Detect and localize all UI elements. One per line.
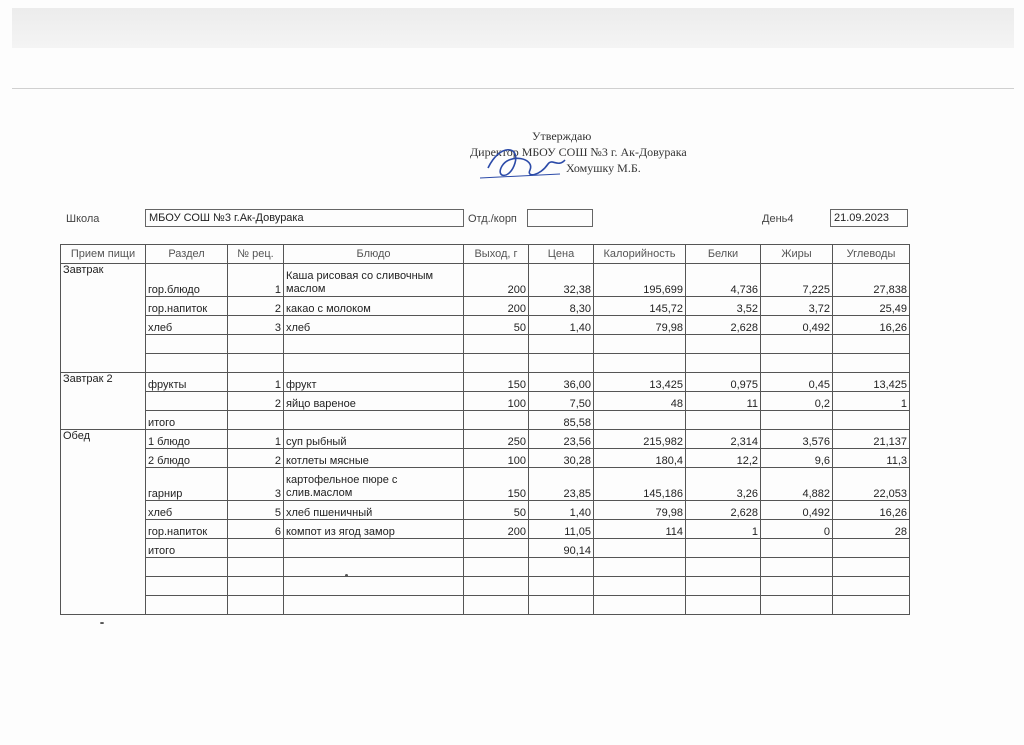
protein-cell: [686, 335, 761, 354]
recipe-cell: [228, 335, 284, 354]
dish-cell: суп рыбный: [284, 430, 464, 449]
output-cell: 200: [464, 520, 529, 539]
section-cell: хлеб: [146, 316, 228, 335]
section-cell: итого: [146, 539, 228, 558]
section-cell: [146, 577, 228, 596]
output-cell: 50: [464, 501, 529, 520]
carbs-cell: [833, 539, 910, 558]
school-field[interactable]: МБОУ СОШ №3 г.Ак-Довурака: [145, 209, 464, 227]
col-calories: Калорийность: [594, 245, 686, 264]
fat-cell: 3,72: [761, 297, 833, 316]
dish-cell: [284, 354, 464, 373]
output-cell: 100: [464, 392, 529, 411]
fat-cell: 4,882: [761, 468, 833, 501]
dish-cell: [284, 411, 464, 430]
col-section: Раздел: [146, 245, 228, 264]
approval-title: Утверждаю: [532, 129, 592, 143]
fat-cell: [761, 335, 833, 354]
table-row: [61, 297, 910, 316]
calories-cell: 145,72: [594, 297, 686, 316]
section-cell: гор.напиток: [146, 297, 228, 316]
col-output: Выход, г: [464, 245, 529, 264]
calories-cell: [594, 539, 686, 558]
output-cell: [464, 539, 529, 558]
price-cell: 11,05: [529, 520, 594, 539]
col-dish: Блюдо: [284, 245, 464, 264]
protein-cell: 12,2: [686, 449, 761, 468]
recipe-cell: 6: [228, 520, 284, 539]
table-row: [61, 468, 910, 501]
fat-cell: 7,225: [761, 264, 833, 297]
scan-speck: [345, 574, 348, 577]
calories-cell: [594, 354, 686, 373]
table-row: [61, 539, 910, 558]
recipe-cell: [228, 411, 284, 430]
price-cell: [529, 596, 594, 615]
meal-cell: Завтрак: [61, 264, 146, 373]
calories-cell: 48: [594, 392, 686, 411]
calories-cell: [594, 596, 686, 615]
col-price: Цена: [529, 245, 594, 264]
carbs-cell: 21,137: [833, 430, 910, 449]
output-cell: [464, 354, 529, 373]
recipe-cell: 3: [228, 316, 284, 335]
output-cell: [464, 558, 529, 577]
date-field[interactable]: 21.09.2023: [830, 209, 908, 227]
price-cell: 7,50: [529, 392, 594, 411]
dish-cell: яйцо вареное: [284, 392, 464, 411]
table-row: [61, 316, 910, 335]
output-cell: [464, 411, 529, 430]
section-cell: хлеб: [146, 501, 228, 520]
protein-cell: [686, 411, 761, 430]
price-cell: 8,30: [529, 297, 594, 316]
calories-cell: 195,699: [594, 264, 686, 297]
fat-cell: [761, 596, 833, 615]
table-row: [61, 520, 910, 539]
price-cell: 30,28: [529, 449, 594, 468]
dish-cell: [284, 539, 464, 558]
approval-position: Директор МБОУ СОШ №3 г. Ак-Довурака: [470, 145, 687, 159]
price-cell: 90,14: [529, 539, 594, 558]
price-cell: 23,85: [529, 468, 594, 501]
protein-cell: [686, 596, 761, 615]
carbs-cell: 16,26: [833, 316, 910, 335]
protein-cell: 0,975: [686, 373, 761, 392]
output-cell: 250: [464, 430, 529, 449]
recipe-cell: 2: [228, 392, 284, 411]
protein-cell: [686, 577, 761, 596]
carbs-cell: 1: [833, 392, 910, 411]
recipe-cell: [228, 354, 284, 373]
section-cell: гарнир: [146, 468, 228, 501]
dish-cell: хлеб пшеничный: [284, 501, 464, 520]
fat-cell: 0,492: [761, 501, 833, 520]
carbs-cell: 13,425: [833, 373, 910, 392]
carbs-cell: 11,3: [833, 449, 910, 468]
dish-cell: котлеты мясные: [284, 449, 464, 468]
table-row: [61, 430, 910, 449]
calories-cell: 79,98: [594, 501, 686, 520]
output-cell: 100: [464, 449, 529, 468]
output-cell: 200: [464, 264, 529, 297]
carbs-cell: [833, 335, 910, 354]
output-cell: 50: [464, 316, 529, 335]
approval-name: Хомушку М.Б.: [566, 161, 641, 175]
fat-cell: [761, 577, 833, 596]
protein-cell: [686, 558, 761, 577]
protein-cell: [686, 354, 761, 373]
carbs-cell: 16,26: [833, 501, 910, 520]
section-cell: 2 блюдо: [146, 449, 228, 468]
table-row: [61, 411, 910, 430]
price-cell: [529, 354, 594, 373]
table-row: [61, 264, 910, 297]
carbs-cell: 28: [833, 520, 910, 539]
carbs-cell: [833, 354, 910, 373]
fat-cell: 3,576: [761, 430, 833, 449]
recipe-cell: 2: [228, 297, 284, 316]
protein-cell: 3,52: [686, 297, 761, 316]
scan-line: [12, 88, 1014, 89]
fat-cell: [761, 354, 833, 373]
output-cell: [464, 577, 529, 596]
calories-cell: [594, 411, 686, 430]
dish-cell: [284, 577, 464, 596]
school-label: Школа: [66, 213, 100, 225]
protein-cell: 4,736: [686, 264, 761, 297]
carbs-cell: 27,838: [833, 264, 910, 297]
day-label: День4: [762, 213, 794, 225]
fat-cell: [761, 411, 833, 430]
price-cell: [529, 558, 594, 577]
dish-cell: картофельное пюре с слив.маслом: [284, 468, 464, 501]
protein-cell: 2,628: [686, 501, 761, 520]
dish-cell: какао с молоком: [284, 297, 464, 316]
fat-cell: 0,492: [761, 316, 833, 335]
price-cell: 1,40: [529, 501, 594, 520]
fat-cell: 9,6: [761, 449, 833, 468]
carbs-cell: [833, 411, 910, 430]
table-row: [61, 392, 910, 411]
calories-cell: 114: [594, 520, 686, 539]
price-cell: 85,58: [529, 411, 594, 430]
scan-speck: [100, 622, 104, 624]
section-cell: фрукты: [146, 373, 228, 392]
recipe-cell: [228, 577, 284, 596]
protein-cell: 2,314: [686, 430, 761, 449]
dish-cell: фрукт: [284, 373, 464, 392]
dish-cell: [284, 335, 464, 354]
dish-cell: компот из ягод замор: [284, 520, 464, 539]
calories-cell: 180,4: [594, 449, 686, 468]
dish-cell: [284, 558, 464, 577]
output-cell: 150: [464, 468, 529, 501]
scan-top-shadow: [12, 8, 1014, 48]
price-cell: 32,38: [529, 264, 594, 297]
output-cell: [464, 596, 529, 615]
dish-cell: [284, 596, 464, 615]
recipe-cell: 3: [228, 468, 284, 501]
protein-cell: 3,26: [686, 468, 761, 501]
section-cell: гор.блюдо: [146, 264, 228, 297]
table-row: [61, 577, 910, 596]
fat-cell: 0,45: [761, 373, 833, 392]
table-row: [61, 354, 910, 373]
dish-cell: Каша рисовая со сливочным маслом: [284, 264, 464, 297]
section-cell: итого: [146, 411, 228, 430]
recipe-cell: 1: [228, 264, 284, 297]
table-row: [61, 373, 910, 392]
col-fat: Жиры: [761, 245, 833, 264]
protein-cell: 1: [686, 520, 761, 539]
calories-cell: 13,425: [594, 373, 686, 392]
meal-cell: Обед: [61, 430, 146, 615]
col-recipe: № рец.: [228, 245, 284, 264]
protein-cell: [686, 539, 761, 558]
calories-cell: 215,982: [594, 430, 686, 449]
output-cell: [464, 335, 529, 354]
table-row: [61, 558, 910, 577]
col-meal: Прием пищи: [61, 245, 146, 264]
dish-cell: хлеб: [284, 316, 464, 335]
recipe-cell: 2: [228, 449, 284, 468]
price-cell: [529, 335, 594, 354]
recipe-cell: 1: [228, 430, 284, 449]
fat-cell: [761, 558, 833, 577]
section-cell: [146, 558, 228, 577]
recipe-cell: [228, 596, 284, 615]
table-row: [61, 501, 910, 520]
fat-cell: 0,2: [761, 392, 833, 411]
col-carbs: Углеводы: [833, 245, 910, 264]
menu-table: [60, 244, 910, 615]
recipe-cell: [228, 539, 284, 558]
fat-cell: [761, 539, 833, 558]
recipe-cell: 5: [228, 501, 284, 520]
section-cell: [146, 354, 228, 373]
table-row: [61, 449, 910, 468]
calories-cell: 145,186: [594, 468, 686, 501]
calories-cell: [594, 577, 686, 596]
signature-icon: [480, 138, 570, 188]
carbs-cell: 25,49: [833, 297, 910, 316]
carbs-cell: [833, 596, 910, 615]
fat-cell: 0: [761, 520, 833, 539]
price-cell: 1,40: [529, 316, 594, 335]
price-cell: 36,00: [529, 373, 594, 392]
carbs-cell: [833, 558, 910, 577]
section-cell: [146, 335, 228, 354]
table-row: [61, 335, 910, 354]
price-cell: [529, 577, 594, 596]
table-row: [61, 596, 910, 615]
output-cell: 200: [464, 297, 529, 316]
meal-cell: Завтрак 2: [61, 373, 146, 430]
section-cell: 1 блюдо: [146, 430, 228, 449]
section-cell: [146, 596, 228, 615]
protein-cell: 2,628: [686, 316, 761, 335]
carbs-cell: 22,053: [833, 468, 910, 501]
calories-cell: [594, 558, 686, 577]
carbs-cell: [833, 577, 910, 596]
recipe-cell: [228, 558, 284, 577]
col-protein: Белки: [686, 245, 761, 264]
section-cell: гор.напиток: [146, 520, 228, 539]
table-header: [61, 245, 910, 264]
dept-field[interactable]: [527, 209, 593, 227]
calories-cell: [594, 335, 686, 354]
protein-cell: 11: [686, 392, 761, 411]
recipe-cell: 1: [228, 373, 284, 392]
calories-cell: 79,98: [594, 316, 686, 335]
output-cell: 150: [464, 373, 529, 392]
section-cell: [146, 392, 228, 411]
dept-label: Отд./корп: [468, 213, 517, 225]
price-cell: 23,56: [529, 430, 594, 449]
